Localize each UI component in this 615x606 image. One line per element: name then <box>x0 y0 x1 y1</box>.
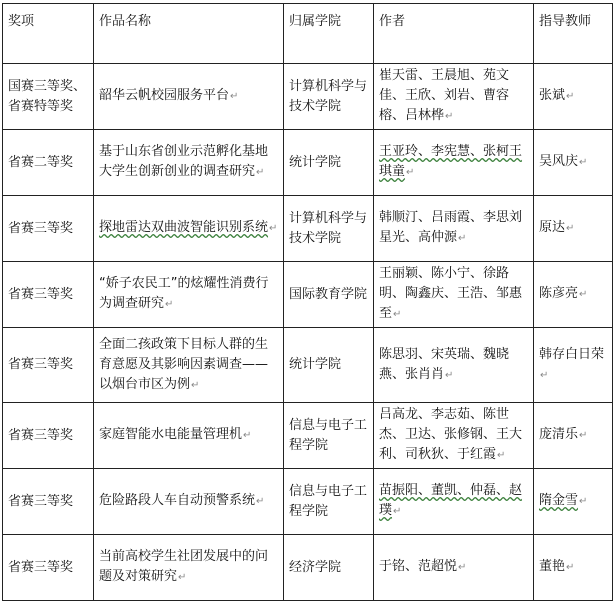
award-cell: 省赛二等奖 <box>3 130 94 196</box>
paragraph-mark-icon: ↵ <box>566 562 575 573</box>
paragraph-mark-icon: ↵ <box>458 233 467 244</box>
paragraph-mark-icon: ↵ <box>269 223 278 234</box>
title-cell: 探地雷达双曲波智能识别系统↵ <box>94 196 284 262</box>
advisor-cell: 隋金雪↵ <box>534 469 613 535</box>
paragraph-mark-icon: ↵ <box>191 379 200 391</box>
authors-cell: 苗振阳、董凯、仲磊、赵璞↵ <box>374 469 534 535</box>
paragraph-mark-icon: ↵ <box>540 369 549 381</box>
paragraph-mark-icon: ↵ <box>445 111 454 122</box>
advisor-cell: 陈彦亮↵ <box>534 262 613 328</box>
paragraph-mark-icon: ↵ <box>406 167 415 178</box>
paragraph-mark-icon: ↵ <box>256 496 265 507</box>
award-cell: 省赛三等奖 <box>3 196 94 262</box>
header-college: 归属学院 <box>284 4 374 64</box>
college-cell: 统计学院 <box>284 130 374 196</box>
paragraph-mark-icon: ↵ <box>165 299 174 310</box>
advisor-cell: 吴风庆↵ <box>534 130 613 196</box>
header-title: 作品名称 <box>94 4 284 64</box>
paragraph-mark-icon: ↵ <box>445 369 454 381</box>
authors-cell: 陈思羽、宋英瑞、魏晓燕、张肖肖↵ <box>374 328 534 403</box>
paragraph-mark-icon: ↵ <box>178 572 187 583</box>
authors-cell: 王丽颖、陈小宁、徐路明、陶鑫庆、王浩、邹惠至↵ <box>374 262 534 328</box>
table-row <box>3 469 613 535</box>
authors-cell: 崔天雷、王晨旭、苑文佳、王欣、刘岩、曹容榕、吕林桦↵ <box>374 64 534 130</box>
paragraph-mark-icon: ↵ <box>579 289 588 300</box>
award-cell: 省赛三等奖 <box>3 535 94 601</box>
award-cell: 省赛三等奖 <box>3 403 94 469</box>
advisor-cell: 庞清乐↵ <box>534 403 613 469</box>
table-row <box>3 196 613 262</box>
authors-cell: 吕高龙、李志茹、陈世杰、卫达、张修钢、王大利、司秋狄、于红霞↵ <box>374 403 534 469</box>
award-cell: 国赛三等奖、省赛特等奖 <box>3 64 94 130</box>
paragraph-mark-icon: ↵ <box>566 91 575 102</box>
college-cell: 信息与电子工程学院 <box>284 469 374 535</box>
header-advisor: 指导教师 <box>534 4 613 64</box>
paragraph-mark-icon: ↵ <box>393 506 402 517</box>
header-authors: 作者 <box>374 4 534 64</box>
advisor-cell: 原达↵ <box>534 196 613 262</box>
college-cell: 经济学院 <box>284 535 374 601</box>
paragraph-mark-icon: ↵ <box>393 309 402 320</box>
advisor-cell: 董艳↵ <box>534 535 613 601</box>
advisor-cell: 韩存白日荣↵ <box>534 328 613 403</box>
title-cell: 全面二孩政策下目标人群的生育意愿及其影响因素调查——以烟台市区为例↵ <box>94 328 284 403</box>
title-cell: “娇子农民工”的炫耀性消费行为调查研究↵ <box>94 262 284 328</box>
title-cell: 基于山东省创业示范孵化基地大学生创新创业的调查研究↵ <box>94 130 284 196</box>
header-award: 奖项 <box>3 4 94 64</box>
paragraph-mark-icon: ↵ <box>243 430 252 441</box>
college-cell: 统计学院 <box>284 328 374 403</box>
college-cell: 计算机科学与技术学院 <box>284 64 374 130</box>
paragraph-mark-icon: ↵ <box>579 430 588 441</box>
table-header-row <box>3 4 613 64</box>
title-cell: 当前高校学生社团发展中的问题及对策研究↵ <box>94 535 284 601</box>
authors-cell: 王亚玲、李宪慧、张柯王琪童↵ <box>374 130 534 196</box>
authors-cell: 于铭、范超悦↵ <box>374 535 534 601</box>
award-cell: 省赛三等奖 <box>3 328 94 403</box>
paragraph-mark-icon: ↵ <box>458 562 467 573</box>
title-cell: 韶华云帆校园服务平台↵ <box>94 64 284 130</box>
paragraph-mark-icon: ↵ <box>497 450 506 461</box>
table-row <box>3 262 613 328</box>
table-row <box>3 403 613 469</box>
table-row <box>3 328 613 403</box>
award-cell: 省赛三等奖 <box>3 469 94 535</box>
paragraph-mark-icon: ↵ <box>256 167 265 178</box>
paragraph-mark-icon: ↵ <box>566 223 575 234</box>
award-cell: 省赛三等奖 <box>3 262 94 328</box>
title-cell: 家庭智能水电能量管理机↵ <box>94 403 284 469</box>
table-row <box>3 64 613 130</box>
authors-cell: 韩顺汀、吕雨霞、李思刘星光、高仲源↵ <box>374 196 534 262</box>
table-row <box>3 130 613 196</box>
awards-table <box>2 3 613 601</box>
college-cell: 信息与电子工程学院 <box>284 403 374 469</box>
paragraph-mark-icon: ↵ <box>230 91 239 102</box>
college-cell: 国际教育学院 <box>284 262 374 328</box>
college-cell: 计算机科学与技术学院 <box>284 196 374 262</box>
title-cell: 危险路段人车自动预警系统↵ <box>94 469 284 535</box>
advisor-cell: 张斌↵ <box>534 64 613 130</box>
table-row <box>3 535 613 601</box>
paragraph-mark-icon: ↵ <box>579 157 588 168</box>
paragraph-mark-icon: ↵ <box>579 496 588 507</box>
